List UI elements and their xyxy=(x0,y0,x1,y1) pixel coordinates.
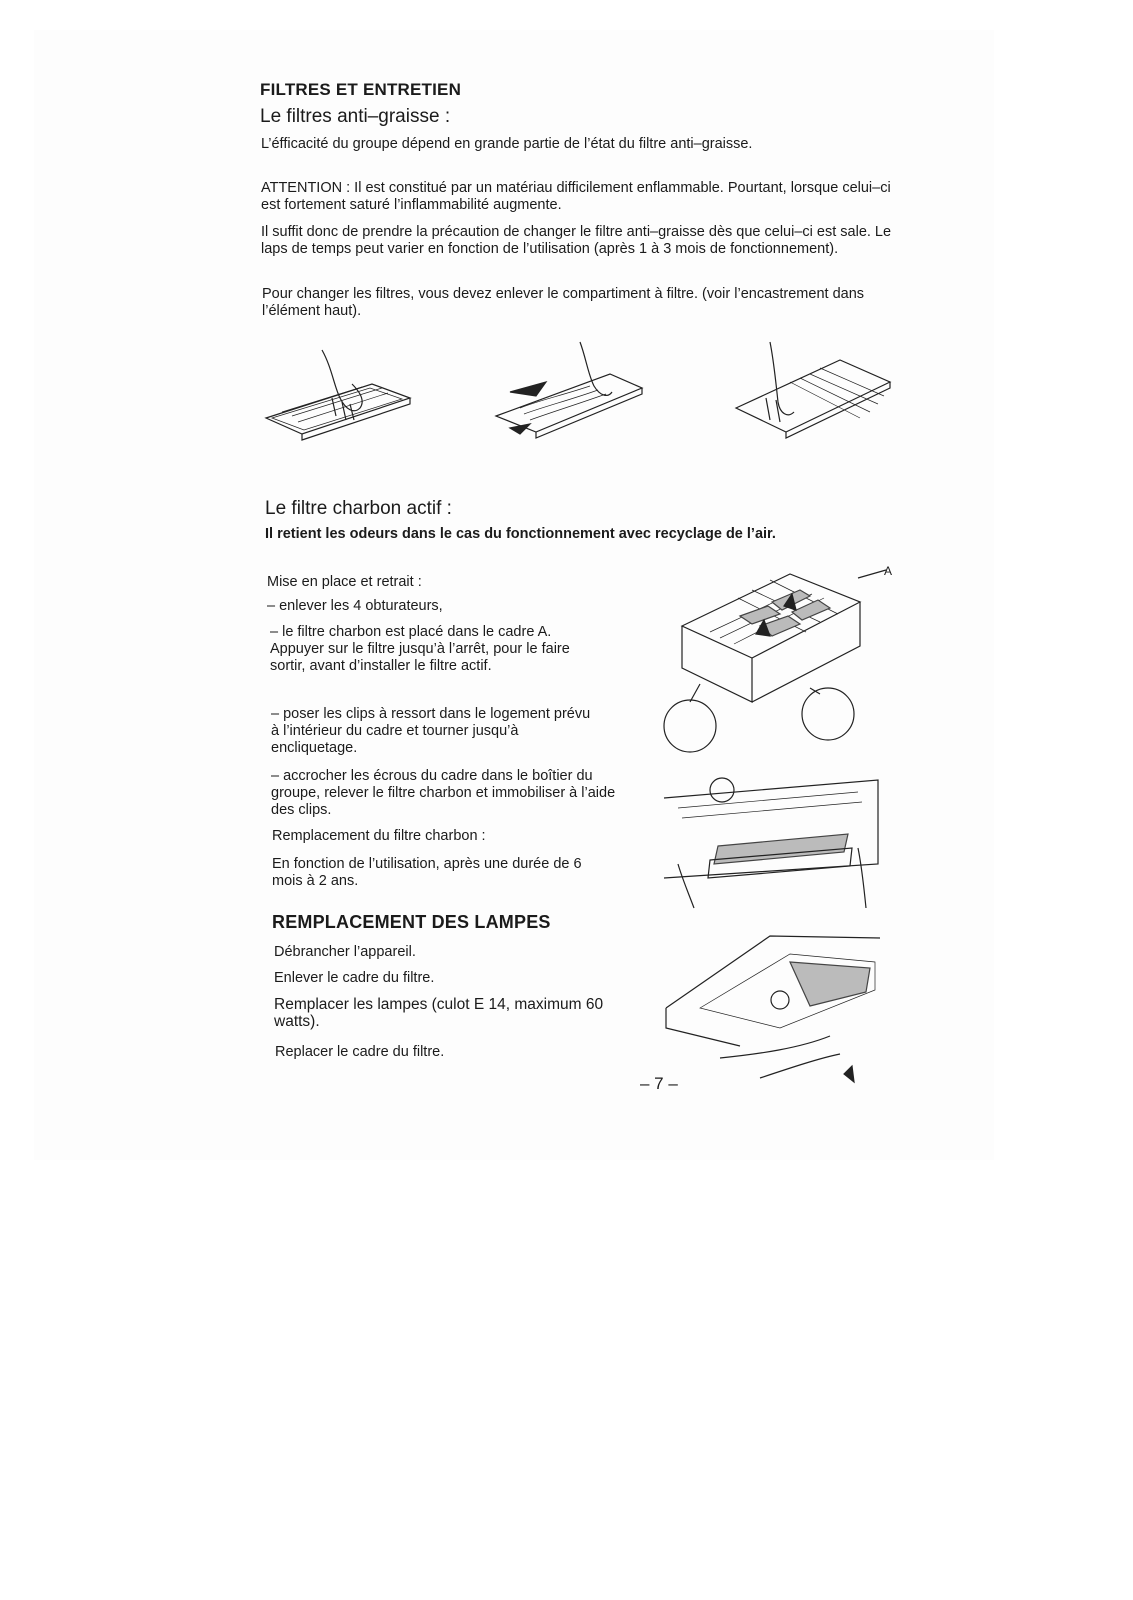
text-carbon-replacement: En fonction de l’utilisation, après une durée de 6 mois à 2 ans. xyxy=(272,856,582,889)
lamp-step-replace-frame: Replacer le cadre du filtre. xyxy=(275,1044,445,1060)
figure-label-a: A xyxy=(884,564,893,578)
illustration-lamp-replacement xyxy=(660,928,885,1088)
illustration-grease-filter-1 xyxy=(262,338,412,458)
subtitle-carbon-filter: Le filtre charbon actif : xyxy=(265,498,452,519)
step-hook-frame: – accrocher les écrous du cadre dans le boîtier du groupe, relever le filtre charbon et immobiliser à l’aide des clips. xyxy=(271,768,616,818)
label-installation: Mise en place et retrait : xyxy=(267,574,422,590)
page-number: – 7 – xyxy=(640,1074,678,1093)
lamp-step-replace-lamps: Remplacer les lampes (culot E 14, maximum 60 watts). xyxy=(274,996,604,1030)
lamp-step-unplug: Débrancher l’appareil. xyxy=(274,944,416,960)
illustration-carbon-install xyxy=(658,768,883,913)
paragraph-attention: ATTENTION : Il est constitué par un matériau difficilement enflammable. Pourtant, lorsque celui–ci est fortement saturé l’inflammabilité augmente. xyxy=(261,180,891,213)
illustration-grease-filter-3 xyxy=(730,338,895,458)
label-carbon-replacement: Remplacement du filtre charbon : xyxy=(272,828,486,844)
paragraph-efficiency: L’éfficacité du groupe dépend en grande partie de l’état du filtre anti–graisse. xyxy=(261,136,753,152)
step-place-clips: – poser les clips à ressort dans le logement prévu à l’intérieur du cadre et tourner jusqu’à encliquetage. xyxy=(271,706,591,756)
paragraph-change-filter: Il suffit donc de prendre la précaution de changer le filtre anti–graisse dès que celui–ci est sale. Le laps de temps peut varier en fonction de l’utilisation (après 1 à 3 mois de fonctionnement). xyxy=(261,224,892,257)
paragraph-carbon-intro: Il retient les odeurs dans le cas du fonctionnement avec recyclage de l’air. xyxy=(265,526,776,542)
step-remove-plugs: – enlever les 4 obturateurs, xyxy=(267,598,443,614)
paragraph-remove-compartment: Pour changer les filtres, vous devez enlever le compartiment à filtre. (voir l’encastrement dans l’élément haut). xyxy=(262,286,865,319)
illustration-carbon-frame xyxy=(660,562,900,762)
subtitle-grease-filters: Le filtres anti–graisse : xyxy=(260,106,451,127)
section-title-lamps: REMPLACEMENT DES LAMPES xyxy=(272,912,551,932)
section-title-filters: FILTRES ET ENTRETIEN xyxy=(260,80,462,99)
step-place-carbon-filter: – le filtre charbon est placé dans le cadre A. Appuyer sur le filtre jusqu’à l’arrêt, pour le faire sortir, avant d’installer le filtre actif. xyxy=(270,624,570,674)
lamp-step-remove-frame: Enlever le cadre du filtre. xyxy=(274,970,435,986)
illustration-grease-filter-2 xyxy=(490,338,650,458)
